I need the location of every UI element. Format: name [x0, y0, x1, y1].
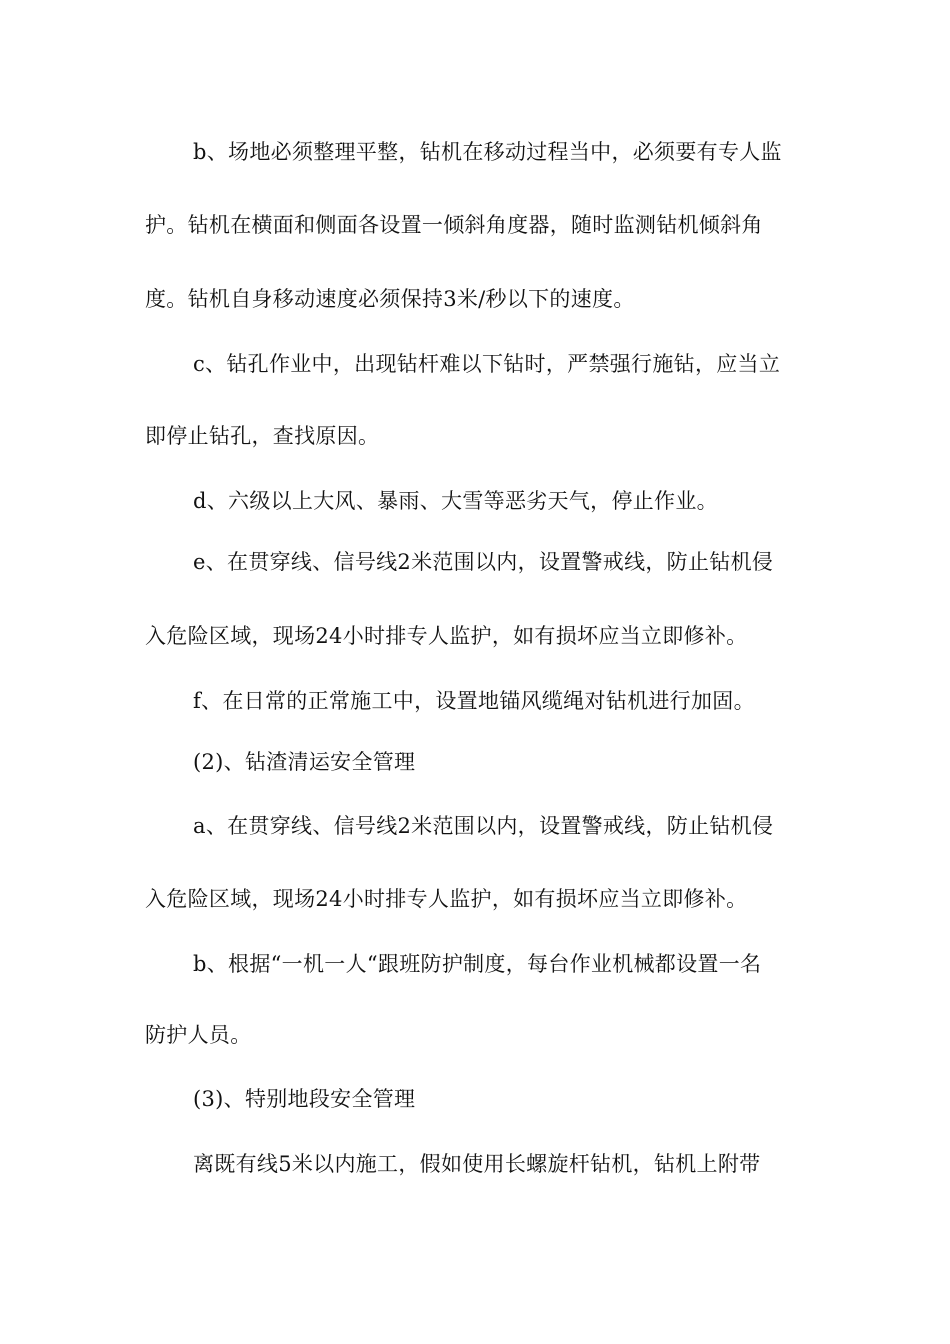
paragraph-b-line-2: 护。钻机在横面和侧面各设置一倾斜角度器，随时监测钻机倾斜角 [145, 213, 763, 237]
paragraph-e-line-1: e、在贯穿线、信号线2米范围以内，设置警戒线，防止钻机侵 [193, 550, 774, 574]
paragraph-2b-line-1: b、根据“一机一人“跟班防护制度，每台作业机械都设置一名 [193, 952, 762, 976]
paragraph-e-line-2: 入危险区域，现场24小时排专人监护，如有损坏应当立即修补。 [145, 624, 748, 648]
paragraph-3-line-1: 离既有线5米以内施工，假如使用长螺旋杆钻机，钻机上附带 [193, 1152, 761, 1176]
section-heading-3: (3)、特别地段安全管理 [193, 1087, 416, 1111]
paragraph-b-line-1: b、场地必须整理平整，钻机在移动过程当中，必须要有专人监 [193, 140, 782, 164]
paragraph-2a-line-1: a、在贯穿线、信号线2米范围以内，设置警戒线，防止钻机侵 [193, 814, 774, 838]
paragraph-c-line-2: 即停止钻孔，查找原因。 [145, 424, 380, 448]
paragraph-c-line-1: c、钻孔作业中，出现钻杆难以下钻时，严禁强行施钻，应当立 [193, 352, 781, 376]
paragraph-d-line-1: d、六级以上大风、暴雨、大雪等恶劣天气，停止作业。 [193, 489, 718, 513]
paragraph-b-line-3: 度。钻机自身移动速度必须保持3米/秒以下的速度。 [145, 287, 635, 311]
section-heading-2: (2)、钻渣清运安全管理 [193, 750, 416, 774]
paragraph-f-line-1: f、在日常的正常施工中，设置地锚风缆绳对钻机进行加固。 [193, 689, 755, 713]
paragraph-2b-line-2: 防护人员。 [145, 1023, 252, 1047]
paragraph-2a-line-2: 入危险区域，现场24小时排专人监护，如有损坏应当立即修补。 [145, 887, 748, 911]
